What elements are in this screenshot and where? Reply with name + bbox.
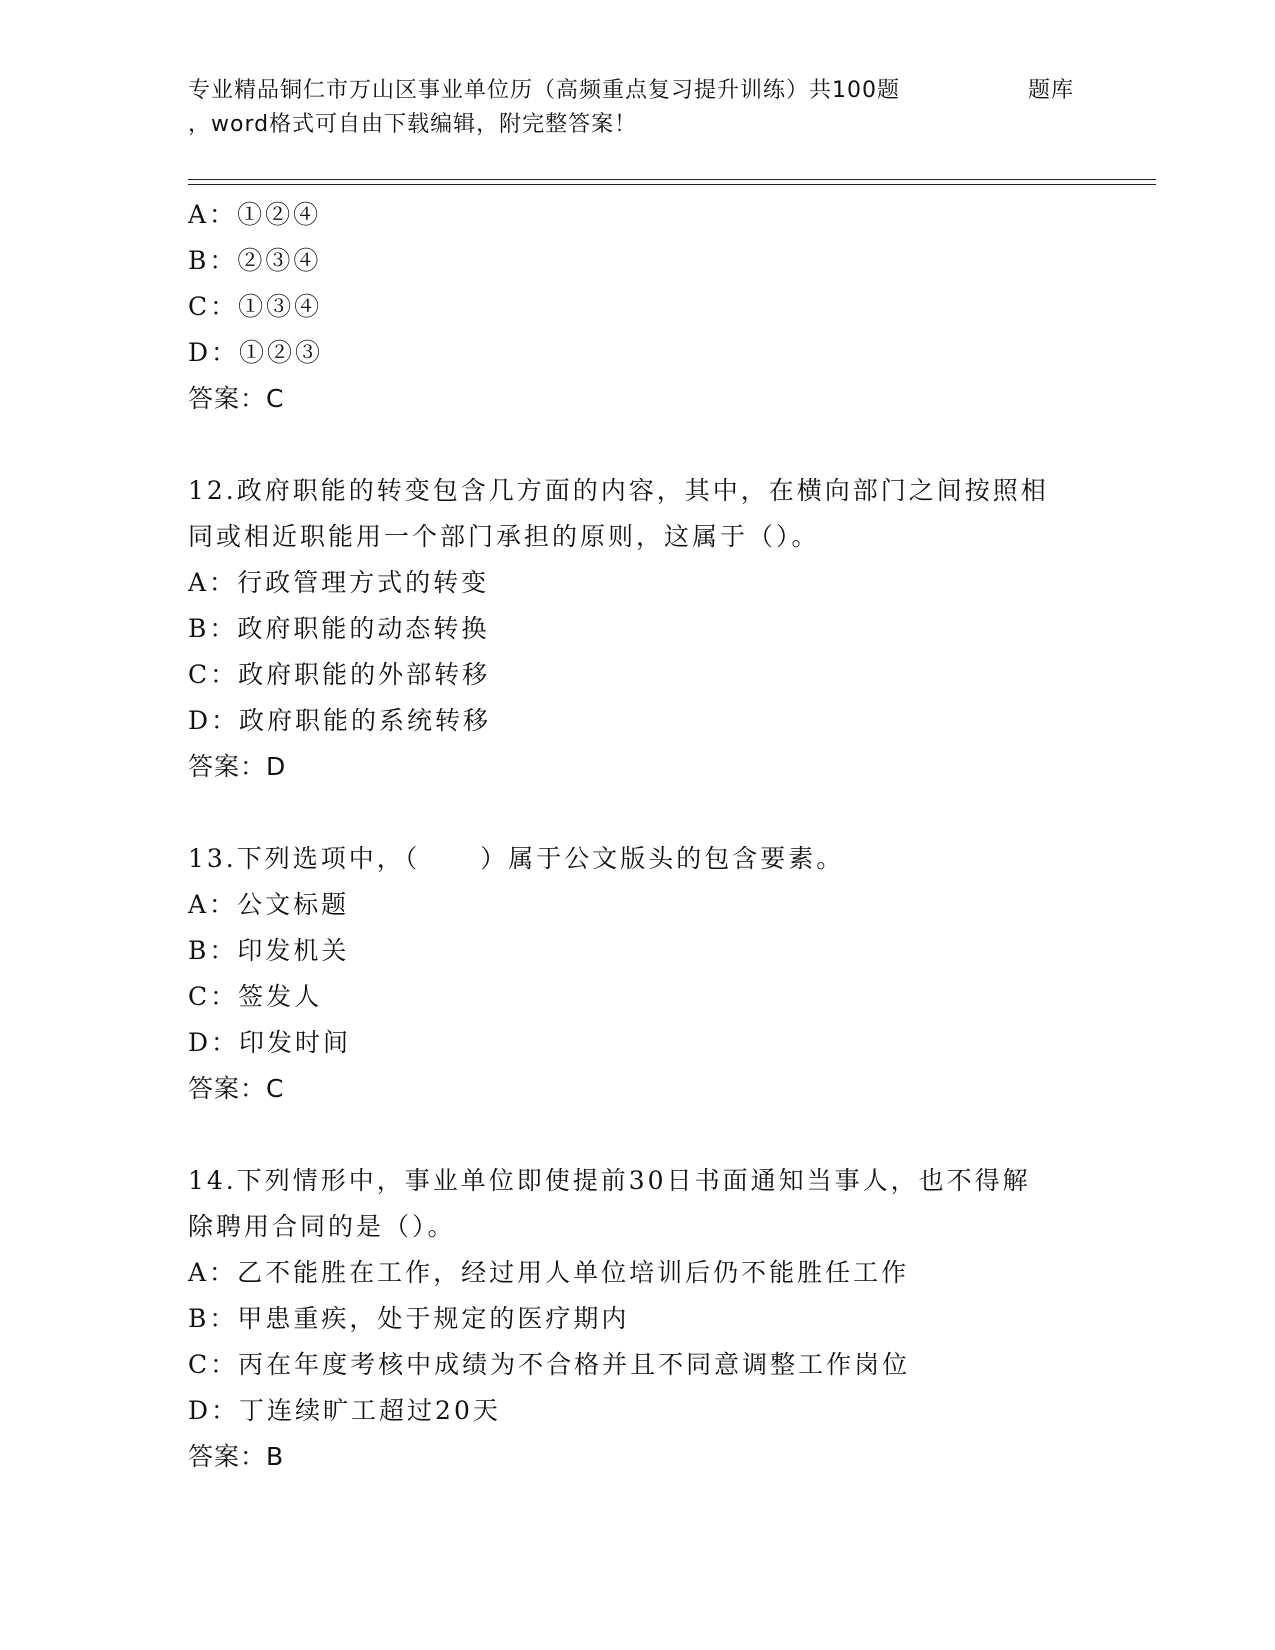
option-c: C：政府职能的外部转移 [188,660,491,689]
question-13 [188,836,1088,1112]
question-stem-line: 除聘用合同的是（）。 [188,1212,456,1241]
option-a: A：①②④ [188,200,322,229]
answer: 答案：C [188,384,285,413]
question-12 [188,468,1088,790]
option-a: A：公文标题 [188,890,350,919]
option-d: D：政府职能的系统转移 [188,706,492,735]
header-tag: 题库 [1028,78,1075,103]
header-title: 专业精品铜仁市万山区事业单位历（高频重点复习提升训练）共100题 [188,78,900,103]
option-a: A：乙不能胜在工作，经过用人单位培训后仍不能胜任工作 [188,1258,910,1287]
option-b: B：印发机关 [188,936,350,965]
option-d: D：丁连续旷工超过20天 [188,1396,501,1425]
option-a: A：行政管理方式的转变 [188,568,490,597]
option-d: D：印发时间 [188,1028,352,1057]
option-b: B：政府职能的动态转换 [188,614,490,643]
question-stem-line: 12.政府职能的转变包含几方面的内容，其中，在横向部门之间按照相 [188,476,1049,505]
option-b: B：②③④ [188,246,322,275]
question-14 [188,1158,1088,1480]
answer: 答案：D [188,752,287,781]
option-c: C：签发人 [188,982,323,1011]
option-b: B：甲患重疾，处于规定的医疗期内 [188,1304,630,1333]
header-subtitle: ，word格式可自由下载编辑，附完整答案！ [188,112,638,137]
header-divider-bottom [188,184,1156,185]
page-header [188,74,1088,142]
option-c: C：丙在年度考核中成绩为不合格并且不同意调整工作岗位 [188,1350,911,1379]
document-body [188,192,1088,1480]
answer: 答案：B [188,1442,285,1471]
question-stem-line: 同或相近职能用一个部门承担的原则，这属于（）。 [188,522,820,551]
previous-question-options [188,192,1088,422]
header-divider-top [188,179,1156,180]
option-d: D：①②③ [188,338,324,367]
question-stem-line: 13.下列选项中，（ ）属于公文版头的包含要素。 [188,844,845,873]
answer: 答案：C [188,1074,285,1103]
option-c: C：①③④ [188,292,323,321]
question-stem-line: 14.下列情形中，事业单位即使提前30日书面通知当事人，也不得解 [188,1166,1031,1195]
